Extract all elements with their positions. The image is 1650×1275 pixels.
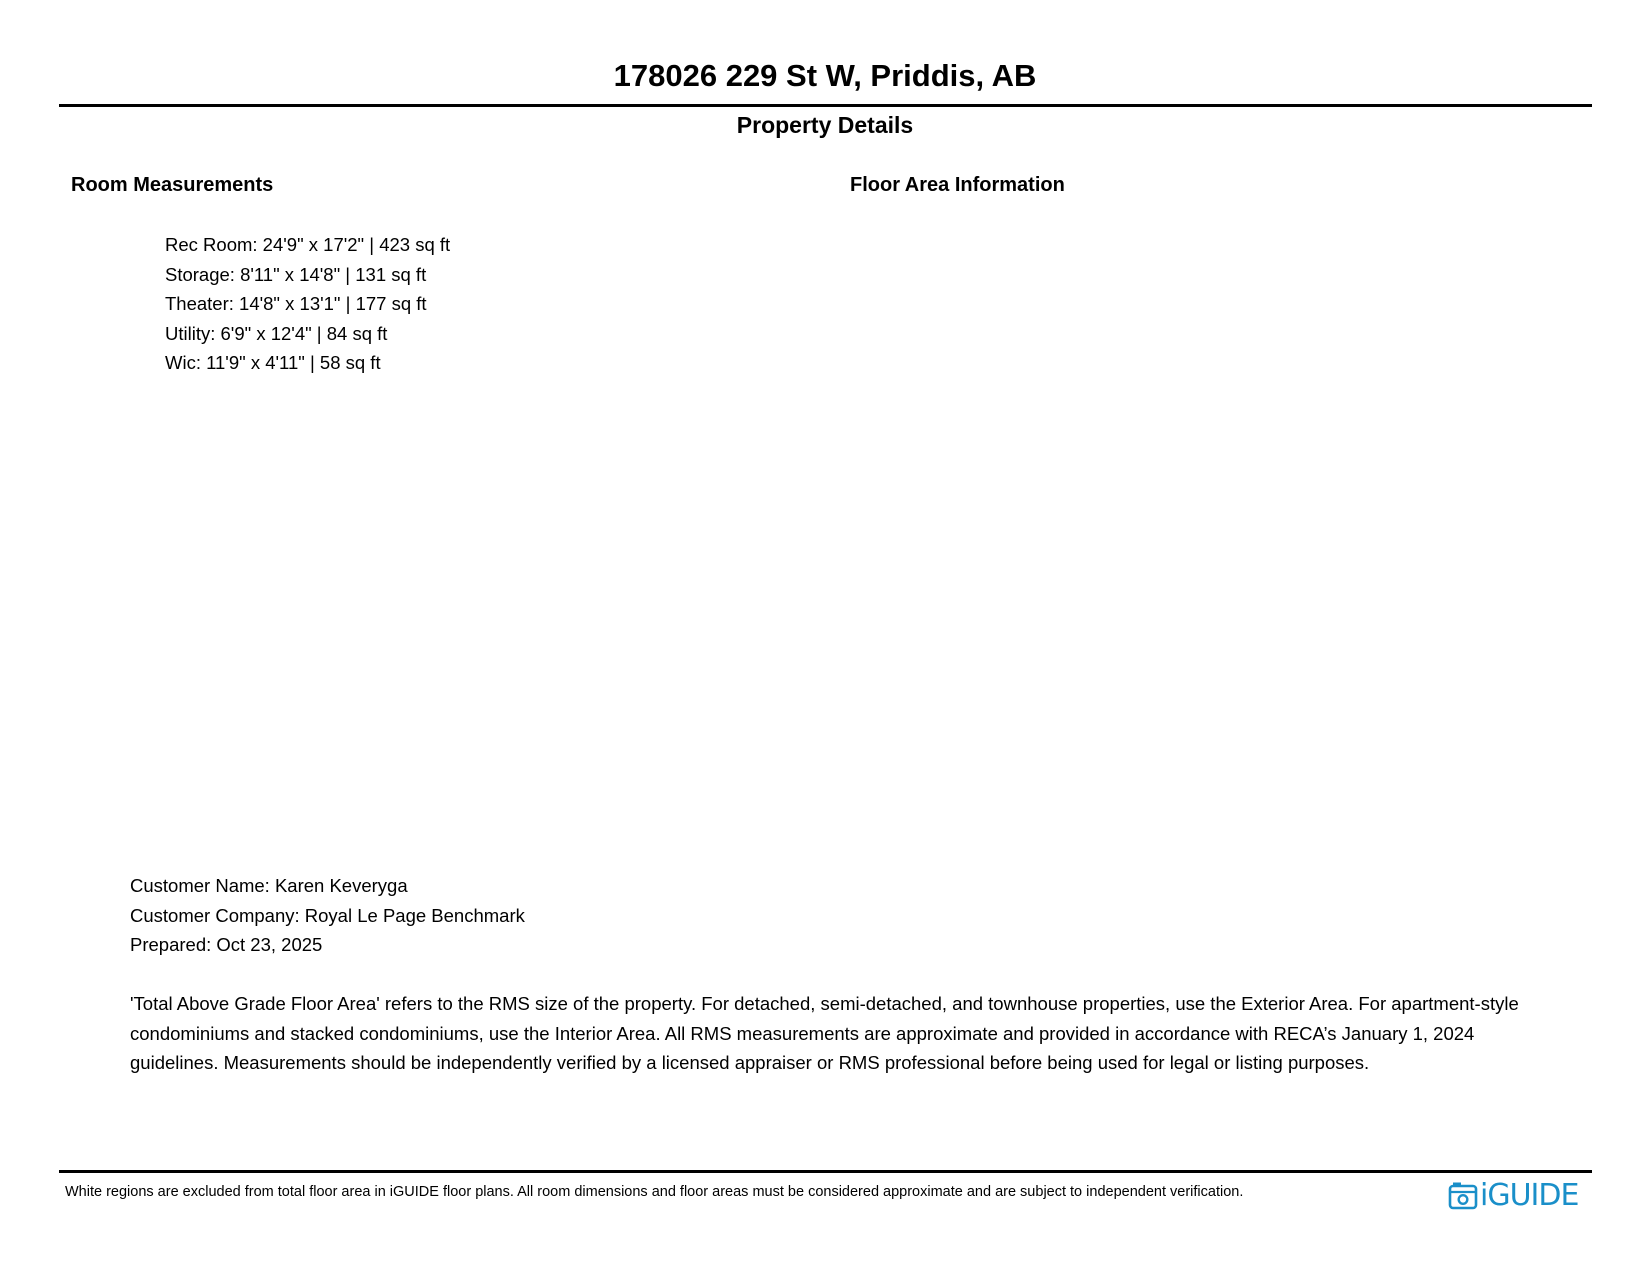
customer-company: Customer Company: Royal Le Page Benchmark bbox=[130, 904, 525, 926]
rms-disclaimer: 'Total Above Grade Floor Area' refers to the RMS size of the property. For detached, semi-detached, and townhouse properties, use the Exterior Area. For apartment-style condominiums and stacked condominiums, use the Interior Area. All RMS measurements are approximate and provided in accordance with RECA’s January 1, 2024 guidelines. Measurements should be independently verified by a licensed appraiser or RMS professional before being used for legal or listing purposes. bbox=[130, 993, 1519, 1073]
room-measurements-list bbox=[165, 230, 450, 378]
footer-note: White regions are excluded from total floor area in iGUIDE floor plans. All room dimensions and floor areas must be considered approximate and are subject to independent verification. bbox=[65, 1184, 1244, 1200]
iguide-logo bbox=[1448, 1180, 1578, 1212]
iguide-logo-text: iGUIDE bbox=[1480, 1178, 1579, 1213]
footer-divider bbox=[59, 1170, 1592, 1173]
prepared-date: Prepared: Oct 23, 2025 bbox=[130, 934, 323, 955]
list-item: Storage: 8'11" x 14'8" | 131 sq ft bbox=[165, 263, 427, 285]
customer-name: Customer Name: Karen Keveryga bbox=[130, 875, 408, 896]
page-title: 178026 229 St W, Priddis, AB bbox=[613, 58, 1037, 93]
room-measurements-heading: Room Measurements bbox=[71, 174, 274, 196]
iguide-logo-icon bbox=[1448, 1181, 1478, 1211]
list-item: Wic: 11'9" x 4'11" | 58 sq ft bbox=[165, 352, 381, 373]
header-divider bbox=[59, 104, 1592, 107]
list-item: Rec Room: 24'9" x 17'2" | 423 sq ft bbox=[165, 234, 451, 255]
customer-info bbox=[130, 871, 525, 960]
section-title: Property Details bbox=[736, 112, 914, 138]
list-item: Theater: 14'8" x 13'1" | 177 sq ft bbox=[165, 293, 427, 314]
list-item: Utility: 6'9" x 12'4" | 84 sq ft bbox=[165, 322, 388, 344]
floor-area-heading: Floor Area Information bbox=[850, 174, 1065, 196]
